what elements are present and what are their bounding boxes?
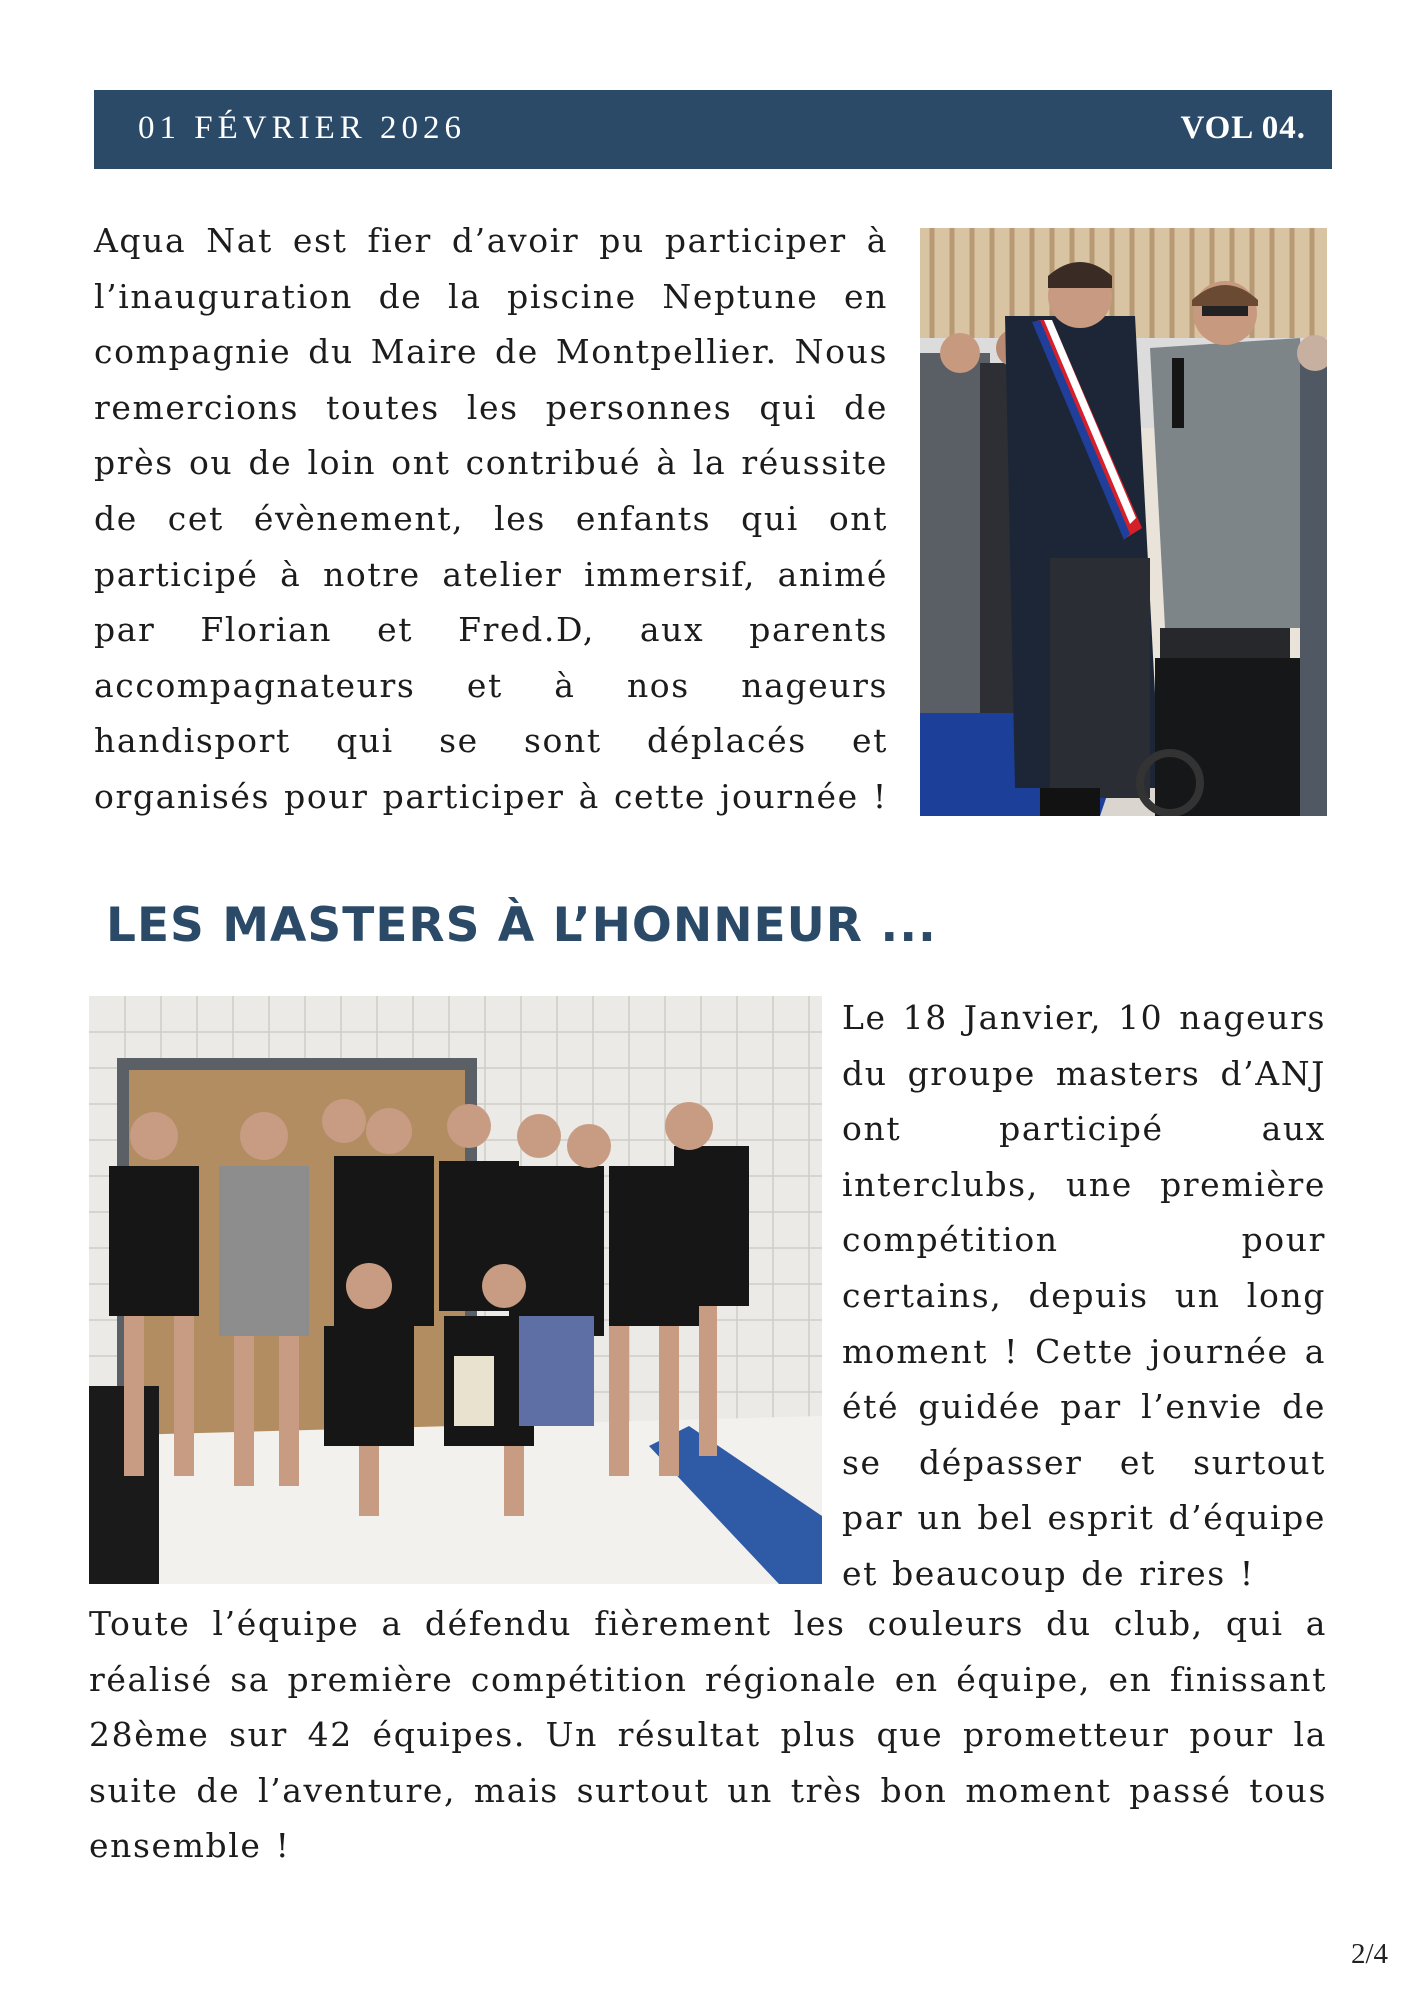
page-number: 2/4 — [1350, 1938, 1388, 1970]
team-result-paragraph: Toute l’équipe a défendu fièrement les couleurs du club, qui a réalisé sa première compétition régionale en équipe, en finissant 28ème sur 42 équipes. Un résultat plus que prometteur pour la suite de l’aventure, mais surtout un très bon moment passé tous ensemble ! — [89, 1604, 1327, 1866]
section-title: LES MASTERS À L’HONNEUR ... — [106, 898, 937, 953]
inauguration-photo — [920, 228, 1327, 816]
masters-paragraph: Le 18 Janvier, 10 nageurs du groupe masters d’ANJ ont participé aux interclubs, une première compétition pour certains, depuis un long moment ! Cette journée a été guidée par l’envie de se dépasser et surtout par un bel esprit d’équipe et beaucoup de rires ! — [842, 998, 1326, 1593]
issue-volume: VOL 04. — [1180, 110, 1306, 146]
inauguration-paragraph: Aqua Nat est fier d’avoir pu participer à l’inauguration de la piscine Neptune en compagnie du Maire de Montpellier. Nous remercions toutes les personnes qui de près ou de loin ont contribué à la réussite de cet évènement, les enfants qui ont participé à notre atelier immersif, animé par Florian et Fred.D, aux parents accompagnateurs et à nos nageurs handisport qui se sont déplacés et organisés pour participer à cette journée ! — [94, 221, 888, 816]
header-bar — [94, 90, 1332, 169]
issue-date: 01 FÉVRIER 2026 — [138, 110, 467, 146]
masters-team-photo — [89, 996, 822, 1584]
